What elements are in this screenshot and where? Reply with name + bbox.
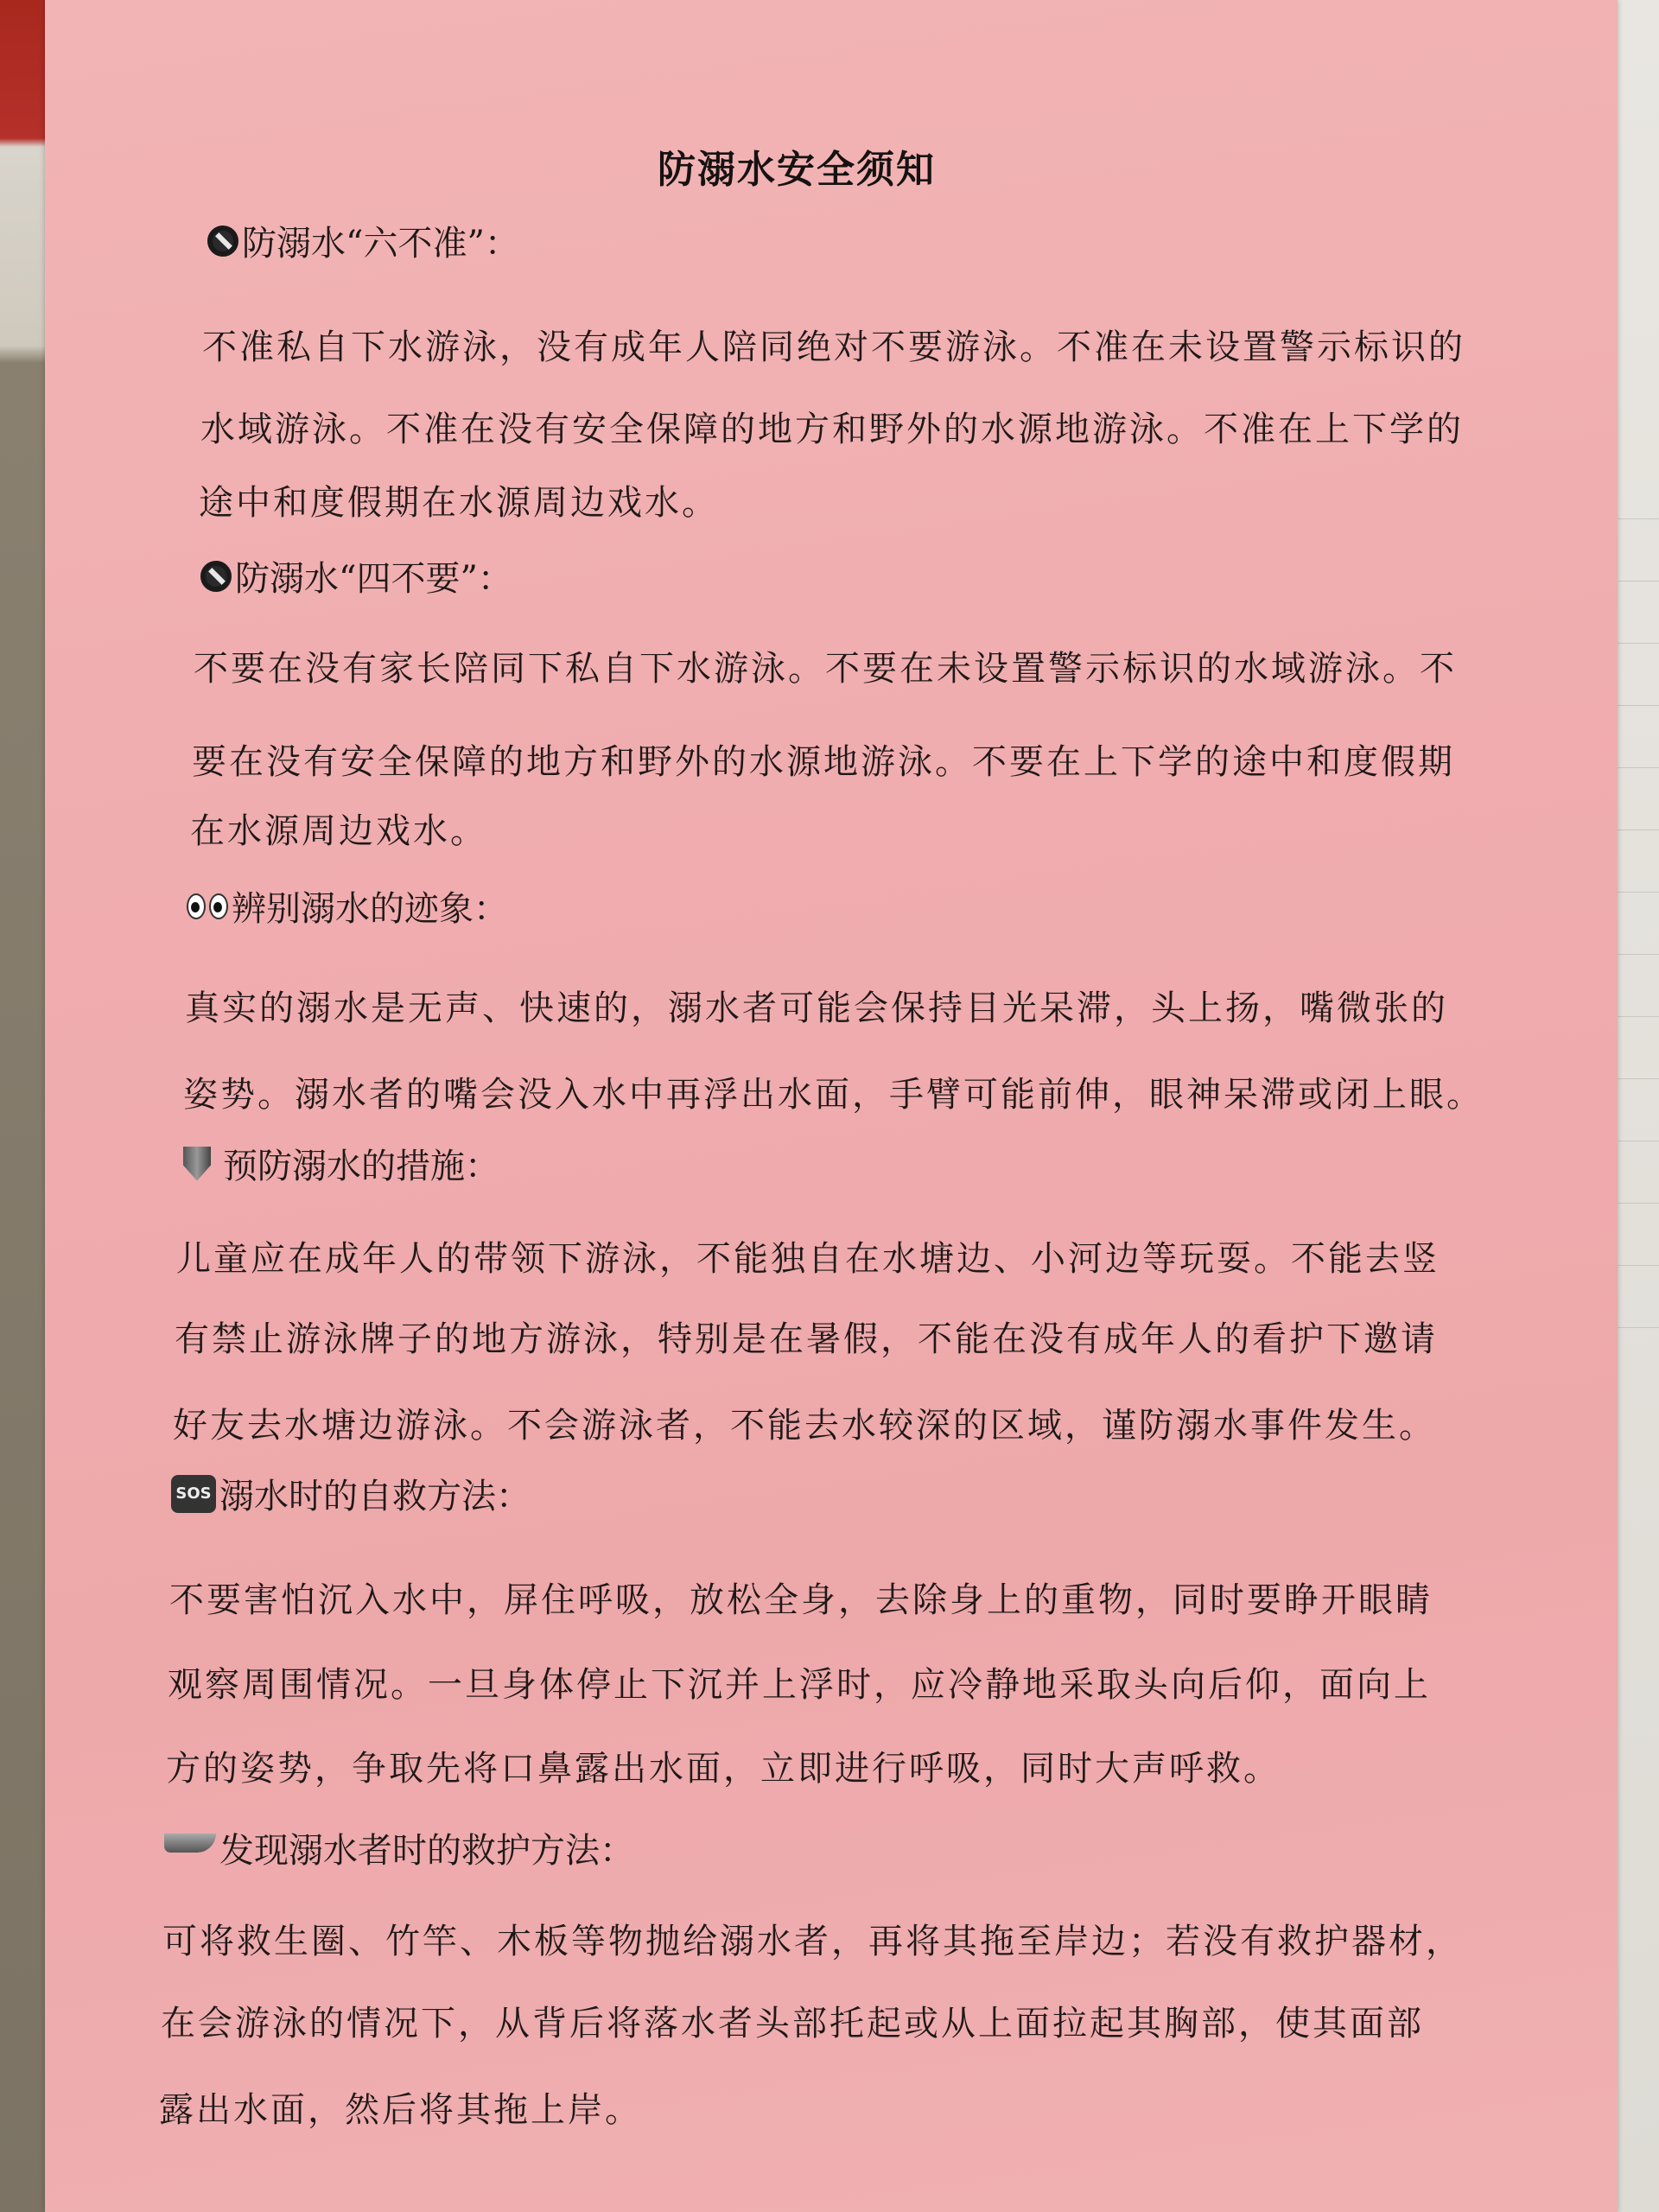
no-entry-icon	[207, 226, 238, 257]
paragraph-line: 水域游泳。不准在没有安全保障的地方和野外的水源地游泳。不准在上下学的	[200, 410, 1464, 449]
paragraph-line: 真实的溺水是无声、快速的，溺水者可能会保持目光呆滞，头上扬，嘴微张的	[185, 988, 1448, 1028]
paragraph-line: 露出水面，然后将其拖上岸。	[159, 2090, 642, 2130]
paragraph-line: 不准私自下水游泳，没有成年人陪同绝对不要游泳。不准在未设置警示标识的	[202, 327, 1465, 367]
boat-icon	[164, 1834, 216, 1853]
paragraph-line: 姿势。溺水者的嘴会没入水中再浮出水面，手臂可能前伸，眼神呆滞或闭上眼。	[183, 1075, 1484, 1115]
paragraph-line: 可将救生圈、竹竿、木板等物抛给溺水者，再将其拖至岸边；若没有救护器材，	[162, 1922, 1463, 1961]
section-heading	[164, 1823, 634, 1872]
shield-icon	[183, 1147, 211, 1181]
section-heading	[200, 551, 512, 601]
heading-text: 防溺水“四不要”：	[235, 559, 512, 599]
paragraph-line: 观察周围情况。一旦身体停止下沉并上浮时，应冷静地采取头向后仰，面向上	[168, 1665, 1431, 1705]
document-title: 防溺水安全须知	[658, 148, 936, 192]
pink-paper-sheet	[45, 0, 1618, 2212]
paragraph-line: 儿童应在成年人的带领下游泳，不能独自在水塘边、小河边等玩耍。不能去竖	[176, 1239, 1440, 1279]
heading-text: 发现溺水者时的救护方法：	[219, 1831, 634, 1871]
sos-icon: SOS	[171, 1475, 216, 1513]
section-heading	[187, 881, 508, 931]
background-left	[0, 0, 52, 2212]
heading-text: 辨别溺水的迹象：	[232, 889, 508, 929]
paragraph-line: 不要害怕沉入水中，屏住呼吸，放松全身，去除身上的重物，同时要睁开眼睛	[169, 1580, 1433, 1620]
eyes-icon	[187, 893, 228, 919]
paragraph-line: 要在没有安全保障的地方和野外的水源地游泳。不要在上下学的途中和度假期	[192, 742, 1455, 782]
section-heading	[183, 1139, 499, 1188]
heading-text: 溺水时的自救方法：	[219, 1477, 531, 1516]
paragraph-line: 在会游泳的情况下，从背后将落水者头部托起或从上面拉起其胸部，使其面部	[161, 2004, 1424, 2044]
paragraph-line: 好友去水塘边游泳。不会游泳者，不能去水较深的区域，谨防溺水事件发生。	[173, 1406, 1436, 1446]
paragraph-line: 不要在没有家长陪同下私自下水游泳。不要在未设置警示标识的水域游泳。不	[194, 649, 1457, 689]
paragraph-line: 有禁止游泳牌子的地方游泳，特别是在暑假，不能在没有成年人的看护下邀请	[175, 1319, 1438, 1359]
heading-text: 防溺水“六不准”：	[242, 224, 519, 264]
section-heading	[207, 216, 519, 265]
paragraph-line: 途中和度假期在水源周边戏水。	[199, 483, 719, 523]
paragraph-line: 在水源周边戏水。	[190, 811, 487, 851]
heading-text: 预防溺水的措施：	[223, 1147, 499, 1186]
section-heading	[171, 1469, 531, 1518]
paragraph-line: 方的姿势，争取先将口鼻露出水面，立即进行呼吸，同时大声呼救。	[166, 1749, 1281, 1789]
no-entry-icon	[200, 561, 232, 592]
